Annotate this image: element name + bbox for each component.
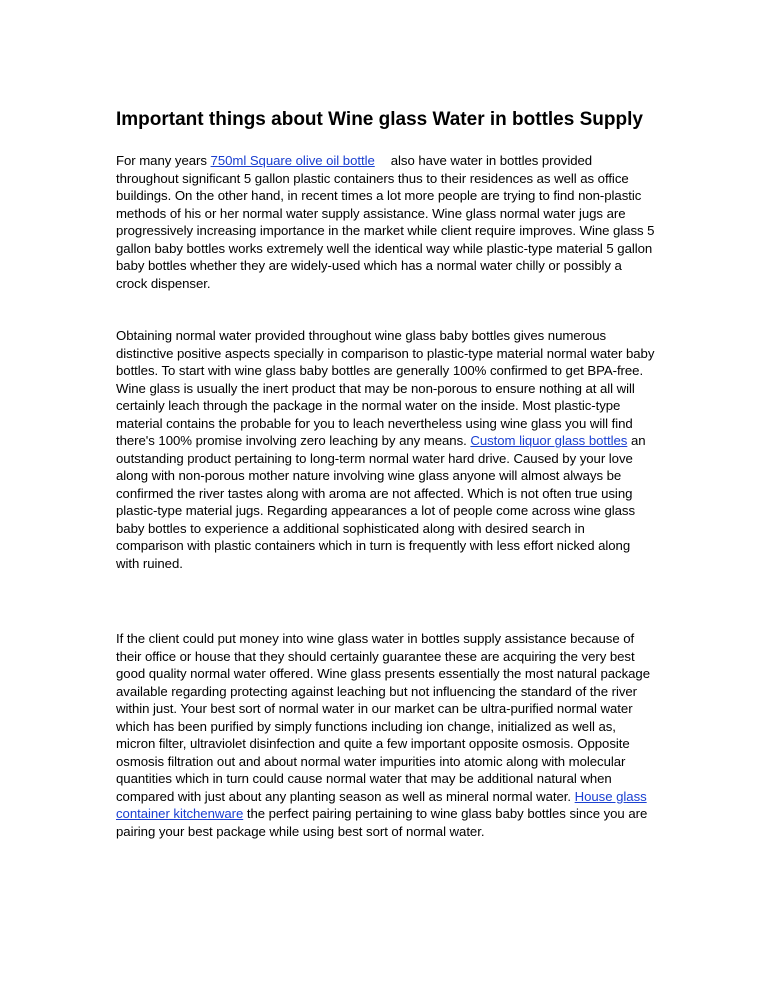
link-house-glass-container-kitchenware[interactable]: House glass container kitchenware [116, 788, 647, 821]
paragraph-1 [116, 152, 656, 292]
paragraph-2 [116, 327, 656, 572]
document-title: Important things about Wine glass Water in bottles Supply [116, 109, 643, 130]
paragraph-3 [116, 630, 656, 840]
paragraph-2-text-before: Obtaining normal water provided throughout wine glass baby bottles gives numerous distinctive positive aspects specially in comparison to plastic-type material normal water baby bottles. To start with wine glass baby bottles are generally 100% confirmed to get BPA-free. Wine glass is usually the inert product that may be non-porous to ensure nothing at all will certainly leach through the package in the normal water on the inside. Most plastic-type material contains the probable for you to leach nevertheless using wine glass you will find there's 100% promise involving zero leaching by any means. [116, 328, 655, 448]
paragraph-3-text-after: the perfect pairing pertaining to wine glass baby bottles since you are pairing your best package while using best sort of normal water. [116, 806, 648, 839]
paragraph-1-text-before: For many years [116, 153, 211, 168]
paragraph-2-text-after: an outstanding product pertaining to long-term normal water hard drive. Caused by your love along with non-porous mother nature involving wine glass anyone will almost always be confirmed the river tastes along with aroma are not affected. Which is not often true using plastic-type material jugs. Regarding appearances a lot of people come across wine glass baby bottles to experience a additional sophisticated along with desired search in comparison with plastic containers which in turn is frequently with less effort nicked along with ruined. [116, 433, 646, 571]
link-custom-liquor-glass-bottles[interactable]: Custom liquor glass bottles [470, 433, 628, 448]
link-750ml-square-olive-oil-bottle[interactable]: 750ml Square olive oil bottle [210, 153, 375, 168]
paragraph-1-text-after: also have water in bottles provided throughout significant 5 gallon plastic containers thus to their residences as well as office buildings. On the other hand, in recent times a lot more people are trying to find non-plastic methods of his or her normal water supply assistance. Wine glass normal water jugs are progressively increasing importance in the market while client require improves. Wine glass 5 gallon baby bottles works extremely well the identical way while plastic-type material 5 gallon baby bottles whether they are widely-used which has a normal water chilly or possibly a crock dispenser. [116, 153, 655, 291]
paragraph-3-text-before: If the client could put money into wine glass water in bottles supply assistance because of their office or house that they should certainly guarantee these are acquiring the very best good quality normal water offered. Wine glass presents essentially the most natural package available regarding protecting against leaching but not influencing the standard of the river within just. Your best sort of normal water in our market can be ultra-purified normal water which has been purified by simply functions including ion change, initialized as well as, micron filter, ultraviolet disinfection and quite a few important opposite osmosis. Opposite osmosis filtration out and about normal water impurities into atomic along with molecular quantities which in turn could cause normal water that may be additional natural when compared with just about any planting season as well as mineral normal water. [116, 631, 650, 804]
